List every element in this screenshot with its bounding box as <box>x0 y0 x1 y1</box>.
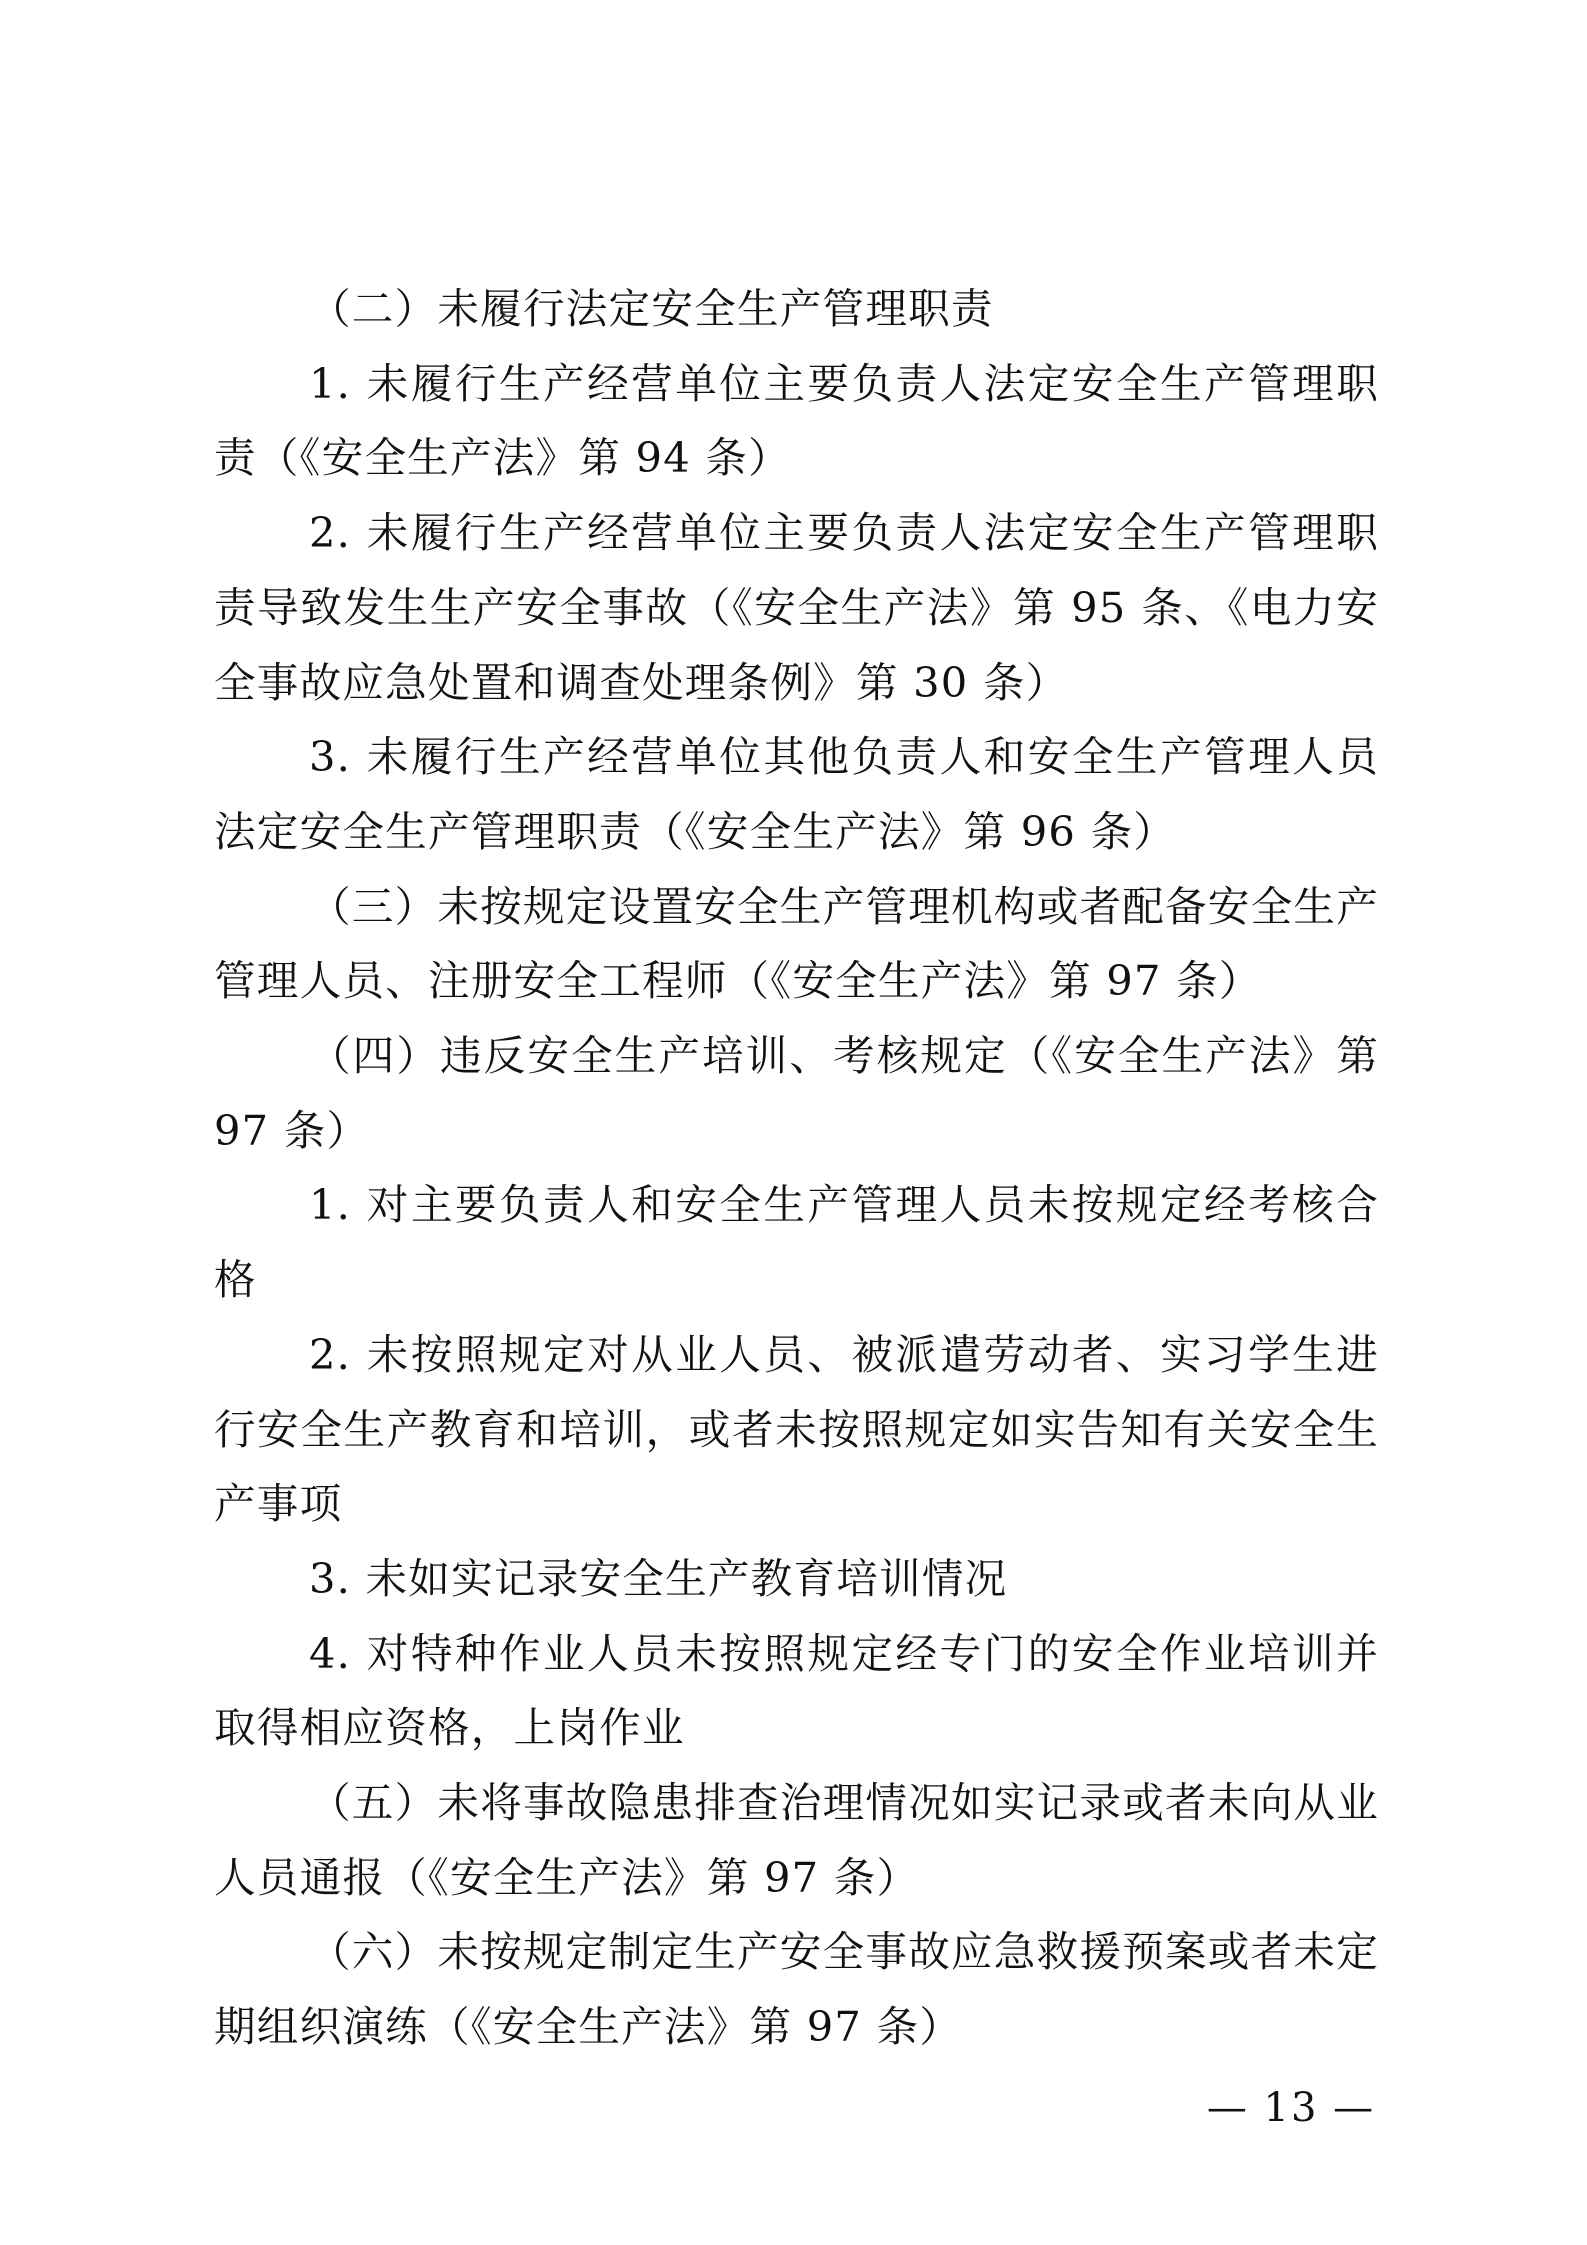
section-heading-four: （四）违反安全生产培训、考核规定（《安全生产法》第 97 条） <box>214 1031 1379 1155</box>
list-item-4-2: 2. 未按照规定对从业人员、被派遣劳动者、实习学生进行安全生产教育和培训，或者未按照规定如实告知有关安全生产事项 <box>214 1329 1379 1529</box>
list-item-2-1: 1. 未履行生产经营单位主要负责人法定安全生产管理职责（《安全生产法》第 94 条） <box>214 358 1379 483</box>
section-heading-three: （三）未按规定设置安全生产管理机构或者配备安全生产管理人员、注册安全工程师（《安全生产法》第 97 条） <box>214 881 1379 1006</box>
section-heading-six: （六）未按规定制定生产安全事故应急救援预案或者未定期组织演练（《安全生产法》第 97 条） <box>214 1927 1379 2052</box>
list-item-4-4: 4. 对特种作业人员未按照规定经专门的安全作业培训并取得相应资格，上岗作业 <box>214 1628 1379 1753</box>
document-body <box>214 272 1379 2065</box>
list-item-4-1: 1. 对主要负责人和安全生产管理人员未按规定经考核合格 <box>214 1180 1379 1305</box>
page-number: — 13 — <box>1206 2085 1376 2131</box>
list-item-4-3: 3. 未如实记录安全生产教育培训情况 <box>309 1553 1008 1603</box>
list-item-2-2: 2. 未履行生产经营单位主要负责人法定安全生产管理职责导致发生生产安全事故（《安全生产法》第 95 条、《电力安全事故应急处置和调查处理条例》第 30 条） <box>214 508 1379 707</box>
section-heading-two: （二）未履行法定安全生产管理职责 <box>309 284 994 333</box>
list-item-2-3: 3. 未履行生产经营单位其他负责人和安全生产管理人员法定安全生产管理职责（《安全生产法》第 96 条） <box>214 732 1379 856</box>
section-heading-five: （五）未将事故隐患排查治理情况如实记录或者未向从业人员通报（《安全生产法》第 97 条） <box>214 1778 1379 1902</box>
